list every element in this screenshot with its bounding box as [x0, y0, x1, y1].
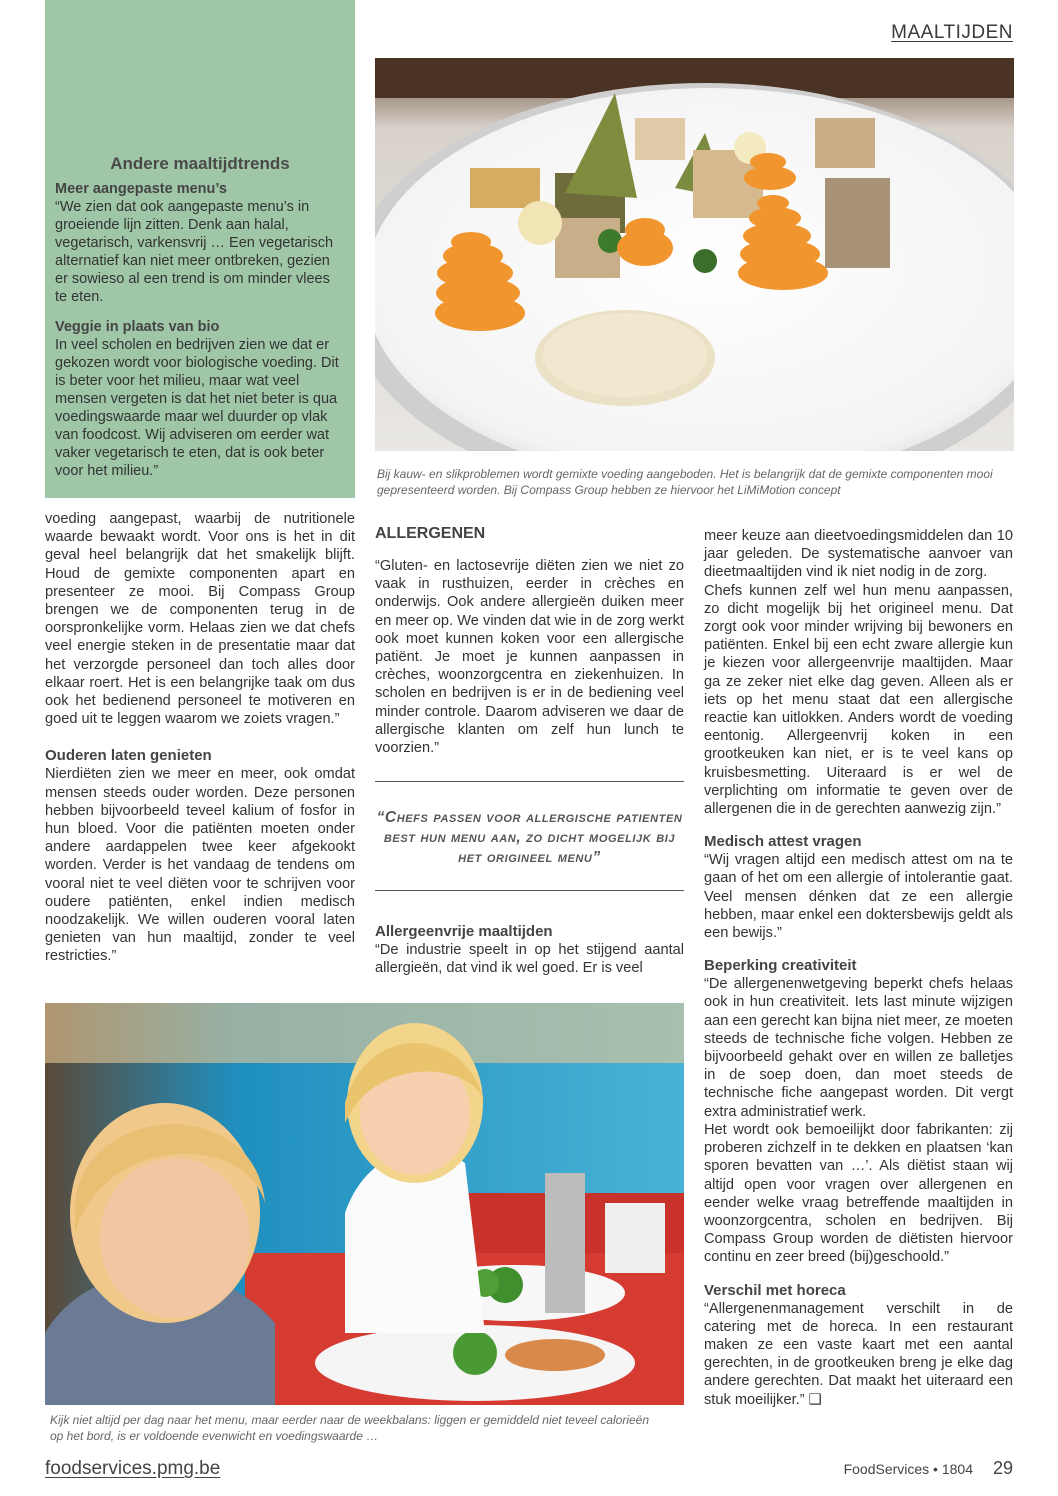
- sidebar-text-1: “We zien dat ook aangepaste menu’s in groeiende lijn zitten. Denk aan halal, vegetarisch, varkensvrij … Een vegetarisch alternatief kan niet meer ontbreken, gezien er sowieso al een trend is om minder vlees te eten.: [55, 199, 334, 305]
- subhead-horeca: Verschil met horeca: [704, 1281, 846, 1299]
- column-2-text2: “De industrie speelt in op het stijgend aantal allergieën, dat vind ik wel goed. Er is veel: [375, 942, 684, 977]
- sidebar-title: Andere maaltijdtrends: [110, 154, 290, 173]
- footer-magazine: FoodServices • 1804: [843, 1461, 973, 1477]
- column-2: [375, 524, 684, 757]
- pullquote-bottom-rule: [375, 890, 684, 891]
- column-3-text-c: “Allergenenmanagement verschilt in de catering met de horeca. In een restaurant maken ze een vaste kaart met een aantal gerechten, in de grootkeuken breng je elke dag andere gerechten. Dat maakt het uiteraard een stuk moeilijker.”: [704, 1300, 1013, 1408]
- food-photo: [375, 58, 1014, 451]
- footer-url[interactable]: foodservices.pmg.be: [45, 1458, 221, 1479]
- column-3-text2: Chefs kunnen zelf wel hun menu aanpassen, zo dicht mogelijk bij het origineel menu. Dat zorgt ook voor minder wrijving bij bewoners en patiënten. Enkel bij een echt zware allergie kun je kiezen voor allergeenvrije maaltijden. Maar ga ze zeker niet elke dag geven. Alleen als er iets op het menu staat dat een allergische reactie kan uitlokken. Anders wordt de voeding eentonig. Allergeenvrij koken in een grootkeuken kan niet, er is te veel kans op kruisbesmetting. Uiteraard is er wel de verplichting om informatie te geven over de allergenen die in de gerechten aanwezig zijn.”: [704, 582, 1013, 818]
- end-mark: ❑: [808, 1391, 822, 1408]
- column-2-text: “Gluten- en lactosevrije diëten zien we niet zo vaak in rusthuizen, eerder in crèches en onderwijs. Ook andere allergieën duiken meer en meer op. We vinden dat wie in de zorg werkt ook moet kunnen koken voor een allergische patiënt. Je moet je kunnen aanpassen in crèches, woonzorgcentra en ziekenhuizen. In scholen en bedrijven is er in de bediening veel minder controle. Daarom adviseren we daar de allergische klanten om zelf hun lunch te voorzien.”: [375, 558, 684, 757]
- column-1-intro: voeding aangepast, waarbij de nutritionele waarde bewaakt wordt. Voor ons is het in dit geval heel belangrijk dat het smakelijk blijft. Houd de gemixte componenten apart en presenteer ze mooi. Bij Compass Group brengen we de componenten terug in de oorspronkelijke vorm. Helaas zien we dat chefs veel energie steken in de presentatie maar dat het verzorgde personeel dan toch alles door elkaar roert. Het is een belangrijke taak om dus ook het bedienend personeel te motiveren en goed uit te leggen waarom we zoiets vragen.”: [45, 511, 355, 728]
- subhead-ouderen: Ouderen laten genieten: [45, 747, 212, 765]
- kids-photo: [45, 1003, 684, 1405]
- food-photo-caption: Bij kauw- en slikproblemen wordt gemixte voeding aangeboden. Het is belangrijk dat de gemixte componenten mooi gepresenteerd worden. Bij Compass Group hebben ze hiervoor het LiMiMotion concept: [377, 467, 993, 497]
- column-3-text-b2: Het wordt ook bemoeilijkt door fabrikanten: zij proberen zichzelf in te dekken en plaatsen ‘kan sporen bevatten van …’. Als diëtist staan wij altijd open voor vragen over allergenen en eender welke vraag betreffende maaltijden in woonzorgcentra, scholen en bedrijven. Bij Compass Group worden de diëtisten hiervoor continu en zeer breed (bij)geschoold.”: [704, 1121, 1013, 1266]
- column-3-text-c-wrap: [704, 1300, 1013, 1409]
- subhead-allergenen: ALLERGENEN: [375, 525, 486, 542]
- sidebar-text-2: In veel scholen en bedrijven zien we dat er gekozen wordt voor biologische voeding. Dit is beter voor het milieu, maar wat veel mensen vergeten is dat het niet beter is qua voedingswaarde maar wel duurder op vlak van foodcost. Wij adviseren om eerder wat vaker vegetarisch te eten, dat is ook beter voor het milieu.”: [55, 337, 339, 479]
- column-3-text1: meer keuze aan dieetvoedingsmiddelen dan 10 jaar geleden. De systematische aanvoer van dieetmaaltijden vind ik niet nodig in de zorg.: [704, 528, 1013, 581]
- sidebar-heading-1: Meer aangepaste menu’s: [55, 181, 227, 197]
- sidebar-box: [45, 0, 355, 498]
- page-number: 29: [992, 1458, 1013, 1478]
- kids-photo-caption: Kijk niet altijd per dag naar het menu, maar eerder naar de weekbalans: liggen er gemiddeld niet teveel calorieën op het bord, is er voldoende evenwicht en voedingswaarde …: [50, 1413, 650, 1443]
- column-1-text: Nierdiëten zien we meer en meer, ook omdat mensen steeds ouder worden. Deze personen hebben bijvoorbeeld teveel kalium of fosfor in hun bloed. Voor die patiënten moeten onder andere aardappelen twee keer afgekookt worden. Verder is het vandaag de tendens om vooral niet te veel diëten voor te schrijven voor oudere patiënten, enkel indien medisch noodzakelijk. We willen ouderen vooral laten genieten van hun maaltijd, zonder te veel restricties.”: [45, 766, 355, 965]
- pullquote-top-rule: [375, 781, 684, 782]
- subhead-allergeenvrij: Allergeenvrije maaltijden: [375, 923, 553, 940]
- section-label: MAALTIJDEN: [891, 22, 1013, 43]
- column-3-text-b1: “De allergenenwetgeving beperkt chefs helaas ook in hun creativiteit. Iets last minute wijzigen aan een gerecht kan bijna niet meer, ze moeten steeds de technische fiche volgen. Hebben ze bijvoorbeeld gehakt over en willen ze balletjes in de soep doen, dan moet steeds de technische fiche aangepast worden. Dit vergt extra administratief werk.: [704, 976, 1013, 1120]
- subhead-creativiteit: Beperking creativiteit: [704, 957, 857, 975]
- column-2-lower: [375, 922, 684, 977]
- sidebar-heading-2: Veggie in plaats van bio: [55, 319, 220, 335]
- pullquote: “Chefs passen voor allergische patienten best hun menu aan, zo dicht mogelijk bij het origineel menu”: [376, 809, 683, 866]
- subhead-medisch: Medisch attest vragen: [704, 833, 862, 851]
- column-1: [45, 510, 355, 966]
- column-3-text-a: “Wij vragen altijd een medisch attest om na te gaan of het om een allergie of intolerantie gaat. Veel mensen dénken dat ze een allergie hebben, maar enkel een doktersbewijs geldt als een bewijs.”: [704, 852, 1013, 942]
- column-3: [704, 527, 1013, 1409]
